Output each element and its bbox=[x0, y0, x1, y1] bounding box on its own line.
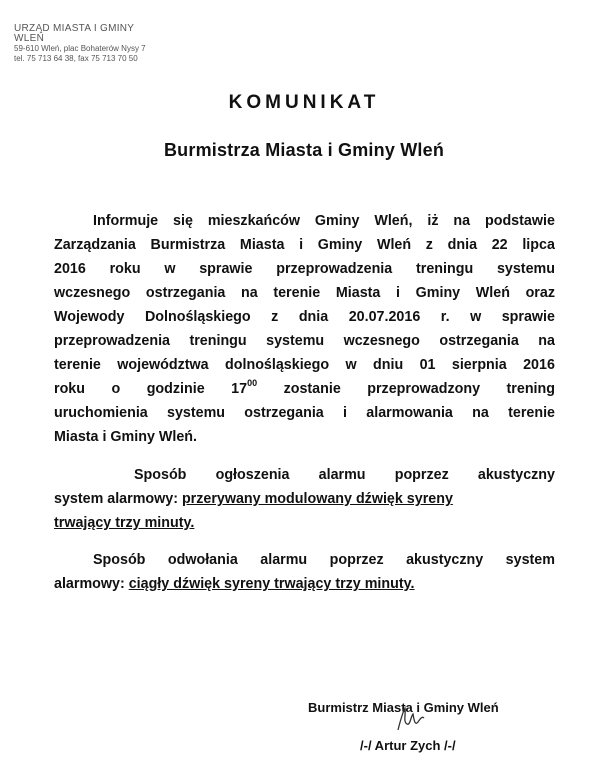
word: i bbox=[299, 237, 304, 253]
word: Burmistrza bbox=[150, 237, 226, 253]
word: podstawie bbox=[484, 213, 555, 229]
word: systemu bbox=[496, 261, 555, 277]
cancel-label: alarmowy: bbox=[54, 576, 125, 592]
signature-name: /-/ Artur Zych /-/ bbox=[360, 738, 456, 753]
word: i bbox=[396, 285, 400, 301]
word: Gminy bbox=[314, 213, 360, 229]
word: o bbox=[111, 381, 121, 397]
word: lipca bbox=[522, 237, 555, 253]
word: na bbox=[241, 285, 258, 301]
word: Gminy bbox=[317, 237, 363, 253]
word: Miasta bbox=[239, 237, 285, 253]
word: zostanie bbox=[283, 381, 341, 397]
text-line-time bbox=[54, 379, 555, 399]
word: system bbox=[505, 552, 555, 568]
time-value bbox=[231, 379, 257, 399]
text-line bbox=[54, 235, 555, 255]
text-line bbox=[93, 211, 555, 231]
stamp-phones: tel. 75 713 64 38, fax 75 713 70 50 bbox=[14, 54, 138, 63]
word: godzinie bbox=[146, 381, 205, 397]
text-line bbox=[54, 489, 453, 509]
text-line bbox=[54, 331, 555, 351]
word: z bbox=[425, 237, 433, 253]
word: Sposób bbox=[134, 467, 187, 483]
word: Informuje bbox=[93, 213, 159, 229]
word: przeprowadzenia bbox=[276, 261, 393, 277]
word: wczesnego bbox=[54, 285, 131, 301]
word: ogłoszenia bbox=[215, 467, 290, 483]
word: terenie bbox=[273, 285, 321, 301]
word: z bbox=[271, 309, 279, 325]
text-line bbox=[54, 259, 555, 279]
time-minutes: 00 bbox=[247, 378, 258, 388]
text-line bbox=[54, 403, 555, 423]
word: Miasta bbox=[335, 285, 381, 301]
word: treningu bbox=[189, 333, 247, 349]
word: na bbox=[538, 333, 555, 349]
word: Dolnośląskiego bbox=[144, 309, 251, 325]
alarm-label: system alarmowy: bbox=[54, 491, 178, 507]
word: systemu bbox=[266, 333, 325, 349]
word: ostrzegania bbox=[145, 285, 226, 301]
text-line bbox=[54, 355, 555, 375]
word: ostrzegania bbox=[244, 405, 324, 421]
word: województwa bbox=[117, 357, 209, 373]
word: odwołania bbox=[167, 552, 238, 568]
word: Sposób bbox=[93, 552, 146, 568]
alarm-signal-description: przerywany modulowany dźwięk syreny bbox=[181, 491, 453, 507]
word: roku bbox=[109, 261, 141, 277]
word: w bbox=[470, 309, 482, 325]
word: Zarządzania bbox=[54, 237, 136, 253]
word: 01 bbox=[419, 357, 436, 373]
word: 22 bbox=[491, 237, 508, 253]
word: uruchomienia bbox=[54, 405, 148, 421]
word: przeprowadzony bbox=[367, 381, 481, 397]
word: alarmowania bbox=[366, 405, 453, 421]
word: Wleń bbox=[475, 285, 510, 301]
word: 2016 bbox=[523, 357, 555, 373]
letterhead-stamp bbox=[14, 24, 164, 64]
text-line: Miasta i Gminy Wleń. bbox=[54, 429, 197, 445]
word: alarmu bbox=[260, 552, 308, 568]
word: w bbox=[345, 357, 357, 373]
stamp-address: 59-610 Wleń, plac Bohaterów Nysy 7 bbox=[14, 44, 146, 53]
time-hour: 17 bbox=[231, 381, 248, 397]
word: 20.07.2016 bbox=[348, 309, 421, 325]
word: sprawie bbox=[199, 261, 253, 277]
word: trening bbox=[506, 381, 555, 397]
text-line bbox=[54, 574, 415, 594]
word: dnia bbox=[298, 309, 329, 325]
word: sierpnia bbox=[451, 357, 507, 373]
word: r. bbox=[440, 309, 450, 325]
word: terenie bbox=[508, 405, 555, 421]
word: iż bbox=[427, 213, 439, 229]
signature-position: Burmistrz Miasta i Gminy Wleń bbox=[308, 700, 499, 715]
word: Wleń, bbox=[374, 213, 413, 229]
word: poprzez bbox=[329, 552, 384, 568]
word: wczesnego bbox=[343, 333, 420, 349]
word: na bbox=[472, 405, 489, 421]
document-title: KOMUNIKAT bbox=[228, 92, 380, 113]
word: przeprowadzenia bbox=[54, 333, 170, 349]
stamp-office: URZĄD MIASTA I GMINY WLEŃ bbox=[14, 23, 135, 44]
text-line bbox=[93, 550, 555, 570]
word: się bbox=[173, 213, 193, 229]
word: na bbox=[453, 213, 471, 229]
word: Gminy bbox=[415, 285, 461, 301]
word: dniu bbox=[373, 357, 404, 373]
word: systemu bbox=[167, 405, 226, 421]
cancel-signal-description: ciągły dźwięk syreny trwający trzy minuty. bbox=[128, 576, 415, 592]
word: w bbox=[164, 261, 176, 277]
word: mieszkańców bbox=[207, 213, 301, 229]
word: dnia bbox=[447, 237, 478, 253]
word: ostrzegania bbox=[439, 333, 519, 349]
handwritten-signature-icon bbox=[394, 704, 428, 734]
document-subtitle: Burmistrza Miasta i Gminy Wleń bbox=[163, 140, 445, 160]
text-line bbox=[54, 283, 555, 303]
word: akustyczny bbox=[477, 467, 555, 483]
word: alarmu bbox=[318, 467, 366, 483]
word: akustyczny bbox=[406, 552, 484, 568]
word: poprzez bbox=[394, 467, 449, 483]
word: dolnośląskiego bbox=[225, 357, 330, 373]
word: treningu bbox=[416, 261, 474, 277]
alarm-duration: trwający trzy minuty. bbox=[54, 515, 195, 531]
text-line bbox=[54, 307, 555, 327]
word: Wojewody bbox=[54, 309, 125, 325]
word: terenie bbox=[54, 357, 101, 373]
word: 2016 bbox=[54, 261, 86, 277]
word: i bbox=[343, 405, 347, 421]
word: Wleń bbox=[376, 237, 412, 253]
word: sprawie bbox=[501, 309, 555, 325]
word: roku bbox=[54, 381, 85, 397]
word: oraz bbox=[525, 285, 555, 301]
text-line bbox=[134, 465, 555, 485]
